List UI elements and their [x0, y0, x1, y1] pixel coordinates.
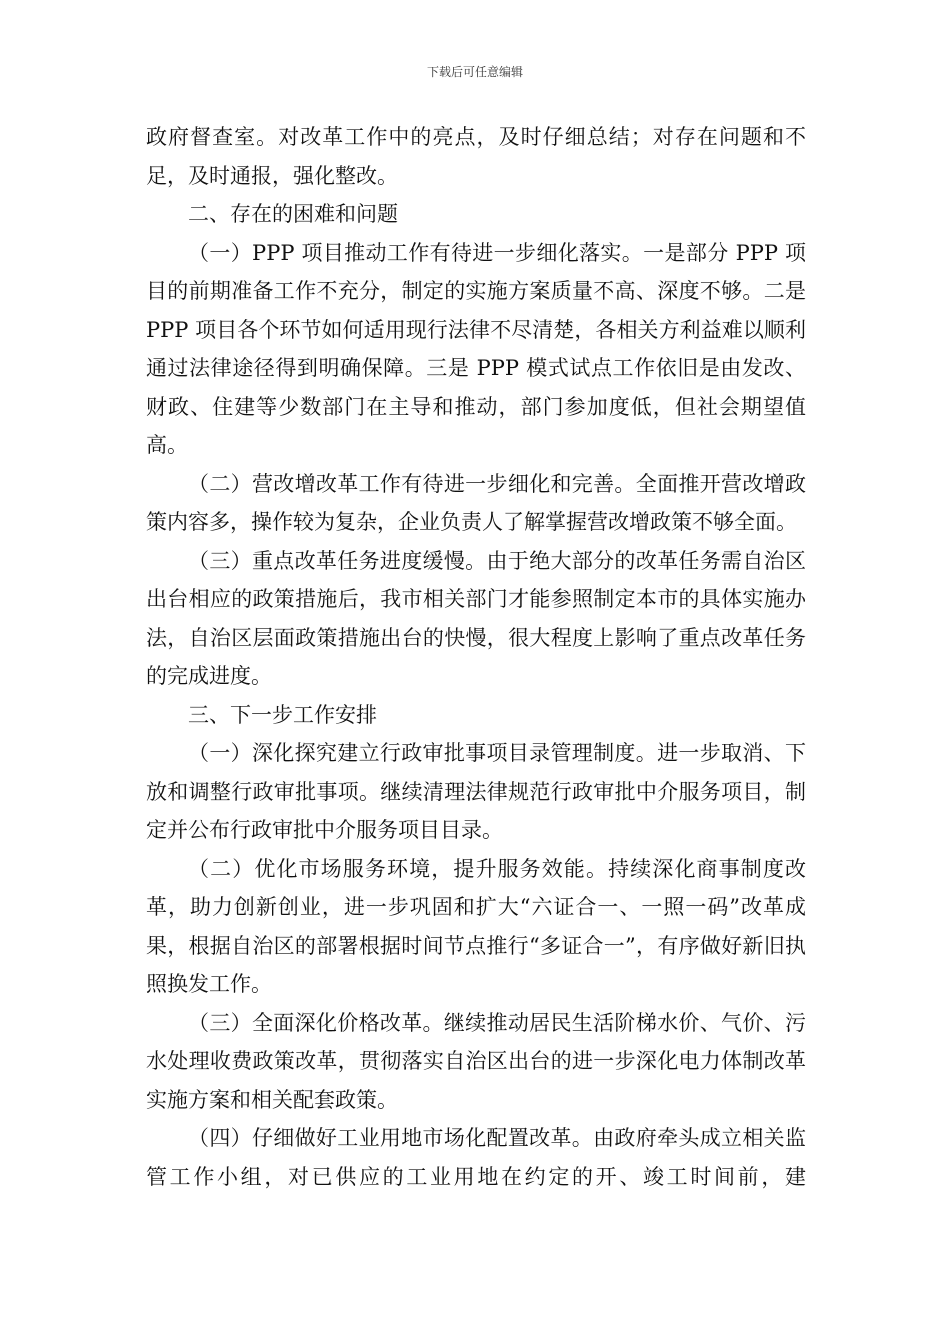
paragraph-price-reform: （三）全面深化价格改革。继续推动居民生活阶梯水价、气价、污水处理收费政策改革，贯彻落实自治区出台的进一步深化电力体制改革实施方案和相关配套政策。: [146, 1010, 806, 1112]
page-header-note: 下载后可任意编辑: [426, 65, 523, 79]
section-heading-difficulties: 二、存在的困难和问题: [188, 202, 398, 226]
paragraph-vat-reform: （二）营改增改革工作有待进一步细化和完善。全面推开营改增政策内容多，操作较为复杂，企业负责人了解掌握营改增政策不够全面。: [146, 471, 806, 534]
document-body: [146, 118, 806, 1196]
paragraph-industrial-land: （四）仔细做好工业用地市场化配置改革。由政府牵头成立相关监管工作小组，对已供应的工业用地在约定的开、竣工时间前，建: [146, 1126, 806, 1189]
section-heading-next-steps: 三、下一步工作安排: [188, 702, 377, 727]
paragraph-key-tasks: （三）重点改革任务进度缓慢。由于绝大部分的改革任务需自治区出台相应的政策措施后，我市相关部门才能参照制定本市的具体实施办法，自治区层面政策措施出台的快慢，很大程度上影响了重点改革任务的完成进度。: [146, 548, 806, 688]
paragraph-ppp: （一）PPP 项目推动工作有待进一步细化落实。一是部分 PPP 项目的前期准备工作不充分，制定的实施方案质量不高、深度不够。二是 PPP 项目各个环节如何适用现行法律不尽清楚，各相关方利益难以顺利通过法律途径得到明确保障。三是 PPP 模式试点工作依旧是由发改、财政、住建等少数部门在主导和推动，部门参加度低，但社会期望值高。: [146, 240, 806, 457]
paragraph-market-environment: （二）优化市场服务环境，提升服务效能。持续深化商事制度改革，助力创新创业，进一步巩固和扩大“六证合一、一照一码”改革成果，根据自治区的部署根据时间节点推行“多证合一”，有序做好新旧执照换发工作。: [146, 856, 806, 996]
paragraph-approval-catalog: （一）深化探究建立行政审批事项目录管理制度。进一步取消、下放和调整行政审批事项。继续清理法律规范行政审批中介服务项目，制定并公布行政审批中介服务项目目录。: [146, 741, 806, 842]
paragraph-continuation: 政府督查室。对改革工作中的亮点，及时仔细总结；对存在问题和不足，及时通报，强化整改。: [146, 125, 806, 188]
